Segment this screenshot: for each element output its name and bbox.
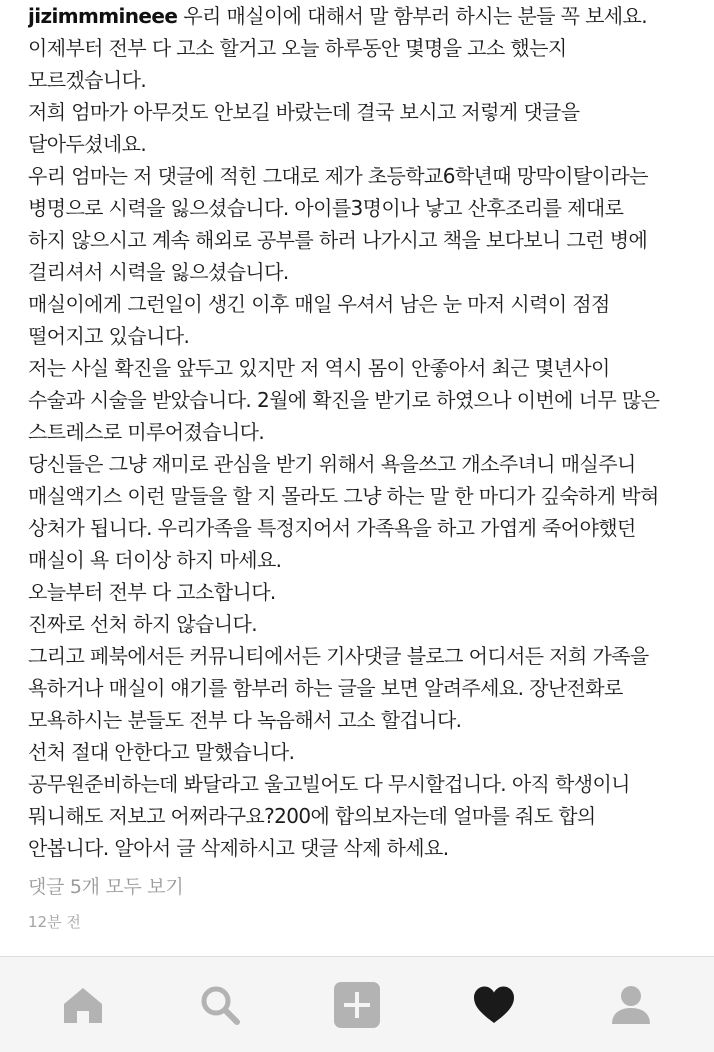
caption-line: 안봅니다. 알아서 글 삭제하시고 댓글 삭제 하세요. bbox=[28, 836, 449, 860]
post-timestamp: 12분 전 bbox=[28, 913, 81, 931]
caption-line: 스트레스로 미루어졌습니다. bbox=[28, 420, 265, 444]
nav-search-button[interactable] bbox=[184, 969, 256, 1041]
caption-line: 우리 엄마는 저 댓글에 적힌 그대로 제가 초등학교6학년때 망막이탈이라는 bbox=[28, 164, 648, 188]
caption-line: 모욕하시는 분들도 전부 다 녹음해서 고소 할겁니다. bbox=[28, 708, 462, 732]
caption-line: 모르겠습니다. bbox=[28, 68, 147, 92]
caption-line: 매실이에게 그런일이 생긴 이후 매일 우셔서 남은 눈 마저 시력이 점점 bbox=[28, 292, 610, 316]
caption-line: 저희 엄마가 아무것도 안보길 바랐는데 결국 보시고 저렇게 댓글을 bbox=[28, 100, 580, 124]
caption-line: 하지 않으시고 계속 해외로 공부를 하러 나가시고 책을 보다보니 그런 병에 bbox=[28, 228, 648, 252]
caption-line: 욕하거나 매실이 얘기를 함부러 하는 글을 보면 알려주세요. 장난전화로 bbox=[28, 676, 623, 700]
caption-line: 공무원준비하는데 봐달라고 울고빌어도 다 무시할겁니다. 아직 학생이니 bbox=[28, 772, 630, 796]
home-icon bbox=[61, 985, 105, 1025]
caption-line: 선처 절대 안한다고 말했습니다. bbox=[28, 740, 295, 764]
caption-line: 수술과 시술을 받았습니다. 2월에 확진을 받기로 하였으나 이번에 너무 많은 bbox=[28, 388, 660, 412]
caption-line: 뭐니해도 저보고 어쩌라구요?200에 합의보자는데 얼마를 줘도 합의 bbox=[28, 804, 596, 828]
nav-activity-button[interactable] bbox=[458, 969, 530, 1041]
caption-text: 우리 매실이에 대해서 말 함부러 하시는 분들 꼭 보세요. bbox=[183, 4, 647, 28]
caption-line: 오늘부터 전부 다 고소합니다. bbox=[28, 580, 276, 604]
caption-line: 걸리셔서 시력을 잃으셨습니다. bbox=[28, 260, 289, 284]
caption-line: 병명으로 시력을 잃으셨습니다. 아이를3명이나 낳고 산후조리를 제대로 bbox=[28, 196, 624, 220]
heart-icon bbox=[472, 985, 516, 1025]
caption-line bbox=[28, 0, 698, 32]
caption-line: 이제부터 전부 다 고소 할거고 오늘 하루동안 몇명을 고소 했는지 bbox=[28, 36, 567, 60]
caption-line: 매실이 욕 더이상 하지 마세요. bbox=[28, 548, 282, 572]
caption-line: 달아두셨네요. bbox=[28, 132, 147, 156]
nav-create-post-button[interactable] bbox=[321, 969, 393, 1041]
caption-line: 저는 사실 확진을 앞두고 있지만 저 역시 몸이 안좋아서 최근 몇년사이 bbox=[28, 356, 610, 380]
caption-line: 매실액기스 이런 말들을 할 지 몰라도 그냥 하는 말 한 마디가 깊숙하게 박혀 bbox=[28, 484, 659, 508]
caption-line: 당신들은 그냥 재미로 관심을 받기 위해서 욕을쓰고 개소주녀니 매실주니 bbox=[28, 452, 636, 476]
nav-profile-button[interactable] bbox=[595, 969, 667, 1041]
plus-square-icon bbox=[333, 981, 381, 1029]
view-all-comments-link[interactable]: 댓글 5개 모두 보기 bbox=[28, 876, 184, 898]
caption-line: 그리고 페북에서든 커뮤니티에서든 기사댓글 블로그 어디서든 저희 가족을 bbox=[28, 644, 649, 668]
bottom-navigation-bar bbox=[0, 956, 714, 1052]
username[interactable]: jizimmmineee bbox=[28, 4, 178, 28]
post-caption bbox=[28, 0, 698, 864]
caption-line: 상처가 됩니다. 우리가족을 특정지어서 가족욕을 하고 가엽게 죽어야했던 bbox=[28, 516, 636, 540]
caption-line: 떨어지고 있습니다. bbox=[28, 324, 190, 348]
nav-home-button[interactable] bbox=[47, 969, 119, 1041]
search-icon bbox=[199, 984, 241, 1026]
profile-icon bbox=[610, 984, 652, 1026]
caption-line: 진짜로 선처 하지 않습니다. bbox=[28, 612, 257, 636]
